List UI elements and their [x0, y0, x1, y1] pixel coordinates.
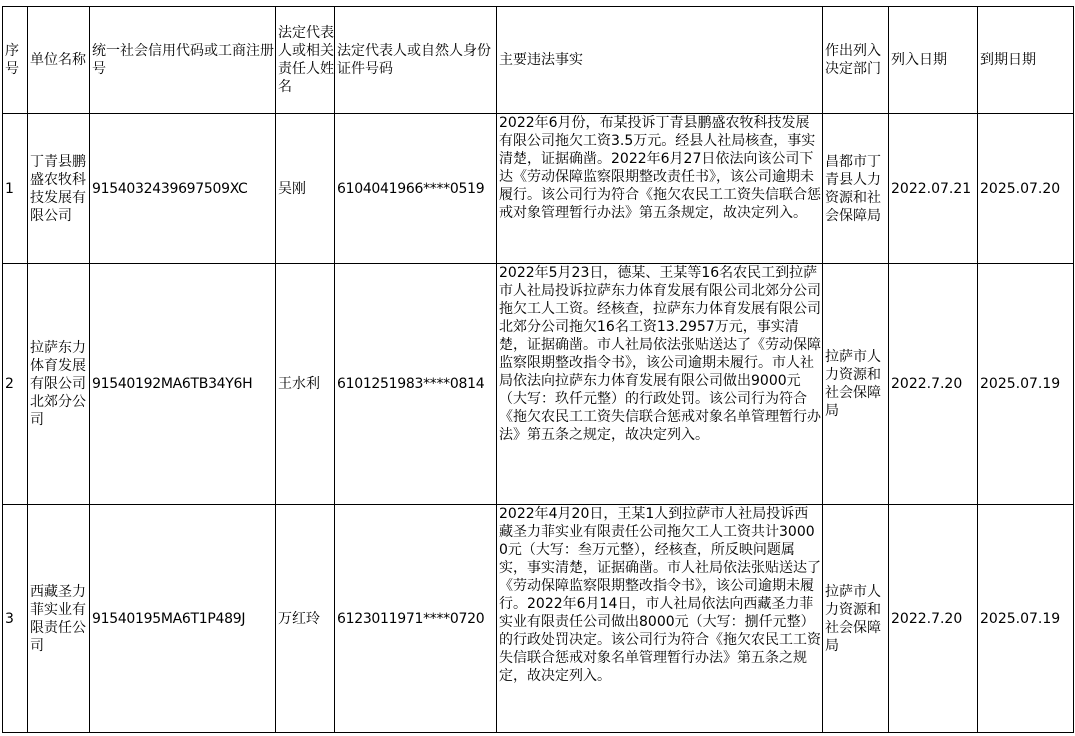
row-end: 2025.07.20: [978, 114, 1074, 264]
header-row: [3, 7, 1074, 114]
row-seq: 2: [3, 264, 28, 505]
row-rep: 万红玲: [276, 505, 335, 733]
row-seq: 1: [3, 114, 28, 264]
blacklist-table: [2, 6, 1074, 733]
row-rep: 王水利: [276, 264, 335, 505]
table-row: [3, 264, 1074, 505]
header-dept: 作出列入决定部门: [823, 7, 889, 114]
header-facts: 主要违法事实: [497, 7, 823, 114]
row-facts: 2022年6月份，布某投诉丁青县鹏盛农牧科技发展有限公司拖欠工资3.5万元。经县人社局核查，事实清楚，证据确凿。2022年6月27日依法向该公司下达《劳动保障监察限期整改责任书》，该公司逾期未履行。该公司行为符合《拖欠农民工工资失信联合惩戒对象管理暂行办法》第五条规定，故决定列入。: [497, 114, 823, 264]
header-unit: 单位名称: [28, 7, 90, 114]
row-start: 2022.7.20: [889, 505, 978, 733]
header-rep: 法定代表人或相关责任人姓名: [276, 7, 335, 114]
header-code: 统一社会信用代码或工商注册号: [90, 7, 276, 114]
row-code: 91540195MA6T1P489J: [90, 505, 276, 733]
row-idno: 6123011971****0720: [335, 505, 497, 733]
row-unit: 西藏圣力菲实业有限责任公司: [28, 505, 90, 733]
row-facts: 2022年4月20日，王某1人到拉萨市人社局投诉西藏圣力菲实业有限责任公司拖欠工人工资共计30000元（大写：叁万元整），经核查，所反映问题属实，事实清楚，证据确凿。市人社局依法张贴送达了《劳动保障监察限期整改指令书》，该公司逾期未履行。2022年6月14日，市人社局依法向西藏圣力菲实业有限责任公司做出8000元（大写：捌仟元整）的行政处罚决定。该公司行为符合《拖欠农民工工资失信联合惩戒对象名单管理暂行办法》第五条之规定，故决定列入。: [497, 505, 823, 733]
row-rep: 吴刚: [276, 114, 335, 264]
row-unit: 拉萨东力体育发展有限公司北郊分公司: [28, 264, 90, 505]
header-seq: 序号: [3, 7, 28, 114]
row-start: 2022.7.20: [889, 264, 978, 505]
row-dept: 昌都市丁青县人力资源和社会保障局: [823, 114, 889, 264]
row-start: 2022.07.21: [889, 114, 978, 264]
row-idno: 6101251983****0814: [335, 264, 497, 505]
row-seq: 3: [3, 505, 28, 733]
row-dept: 拉萨市人力资源和社会保障局: [823, 264, 889, 505]
row-end: 2025.07.19: [978, 264, 1074, 505]
table-row: [3, 114, 1074, 264]
row-facts: 2022年5月23日，德某、王某等16名农民工到拉萨市人社局投诉拉萨东力体育发展有限公司北郊分公司拖欠工人工资。经核查，拉萨东力体育发展有限公司北郊分公司拖欠16名工资13.2957万元，事实清楚，证据确凿。市人社局依法张贴送达了《劳动保障监察限期整改指令书》，该公司逾期未履行。市人社局依法向拉萨东力体育发展有限公司做出9000元（大写：玖仟元整）的行政处罚。该公司行为符合《拖欠农民工工资失信联合惩戒对象名单管理暂行办法》第五条之规定，故决定列入。: [497, 264, 823, 505]
row-end: 2025.07.19: [978, 505, 1074, 733]
row-code: 9154032439697509XC: [90, 114, 276, 264]
header-idno: 法定代表人或自然人身份证件号码: [335, 7, 497, 114]
header-start: 列入日期: [889, 7, 978, 114]
row-idno: 6104041966****0519: [335, 114, 497, 264]
row-unit: 丁青县鹏盛农牧科技发展有限公司: [28, 114, 90, 264]
table-row: [3, 505, 1074, 733]
row-code: 91540192MA6TB34Y6H: [90, 264, 276, 505]
row-dept: 拉萨市人力资源和社会保障局: [823, 505, 889, 733]
header-end: 到期日期: [978, 7, 1074, 114]
